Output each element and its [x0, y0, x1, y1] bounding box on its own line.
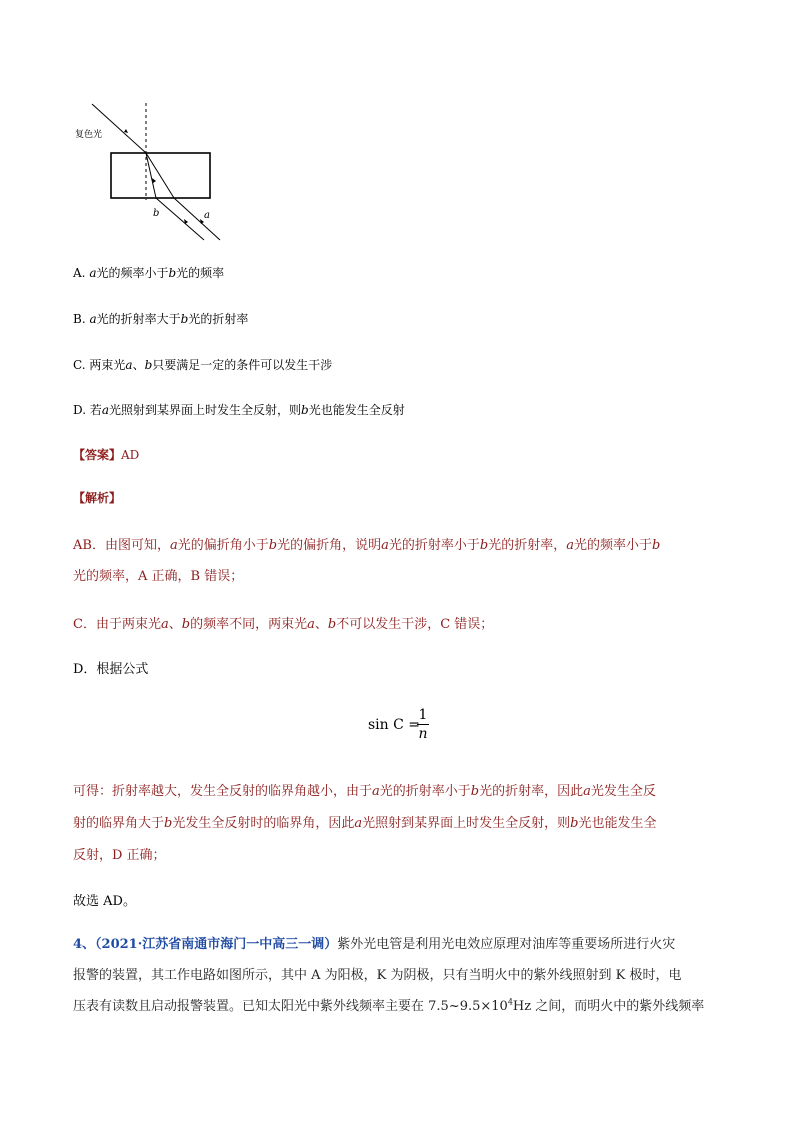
- refracted-ray-b: [146, 153, 156, 198]
- question-4-line1: 4、（2021·江苏省南通市海门一中高三一调）紫外光电管是利用光电效应原理对油库等重要场所进行火灾: [73, 937, 676, 952]
- refraction-figure: [70, 95, 230, 245]
- question-4-line2: 报警的装置，其工作电路如图所示，其中 A 为阳极，K 为阴极，只有当明火中的紫外线照射到 K 极时，电: [73, 968, 682, 983]
- formula-fraction: 1 n: [418, 707, 428, 742]
- option-a: A. a光的频率小于b光的频率: [73, 266, 225, 280]
- refracted-ray-a: [146, 153, 174, 198]
- answer-line: 【答案】AD: [73, 448, 140, 462]
- question-4-line3: 压表有读数且启动报警装置。已知太阳光中紫外线频率主要在 $7.5\sim 9.5\times 10^4Hz$ 之间，而明火中的紫外线频率: [73, 997, 705, 1014]
- figure-label-light: 复色光: [75, 130, 103, 140]
- analysis-ab-line1: AB．由图可知，a光的偏折角小于b光的偏折角，说明a光的折射率小于b光的折射率，a光的频率小于b: [73, 538, 661, 553]
- analysis-tag: 【解析】: [73, 491, 122, 505]
- formula-sinc: [368, 706, 448, 756]
- analysis-d: D．根据公式: [73, 662, 149, 677]
- formula-lhs: sin C =: [368, 717, 421, 733]
- option-d: D. 若a光照射到某界面上时发生全反射，则b光也能发生全反射: [73, 403, 405, 417]
- figure-label-a: a: [204, 210, 210, 221]
- analysis-conclusion-line2: 射的临界角大于b光发生全反射时的临界角，因此a光照射到某界面上时发生全反射，则b光也能发生全: [73, 816, 657, 831]
- option-b: B. a光的折射率大于b光的折射率: [73, 312, 249, 326]
- analysis-ab-line2: 光的频率，A 正确，B 错误；: [73, 569, 244, 584]
- analysis-c: C．由于两束光a、b的频率不同，两束光a、b不可以发生干涉，C 错误；: [73, 617, 494, 632]
- final-choice: 故选 AD。: [73, 894, 136, 909]
- figure-label-b: b: [153, 208, 160, 219]
- analysis-conclusion-line1: 可得：折射率越大，发生全反射的临界角越小，由于a光的折射率小于b光的折射率，因此a光发生全反: [73, 784, 656, 799]
- incident-ray: [92, 104, 146, 153]
- analysis-conclusion-line3: 反射，D 正确；: [73, 848, 166, 863]
- option-c: C. 两束光a、b只要满足一定的条件可以发生干涉: [73, 358, 333, 372]
